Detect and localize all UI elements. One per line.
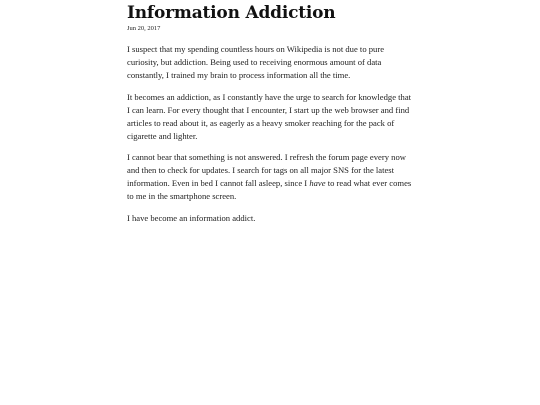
emphasized-word: have	[309, 178, 326, 188]
post-paragraph-3	[127, 151, 413, 203]
paragraph-3-text-before: I cannot bear that something is not answered. I refresh the forum page every now and then to check for updates. I search for tags on all major SNS for the latest information. Even in bed I cannot fall asleep, since I	[127, 152, 406, 188]
post-title: Information Addiction	[127, 3, 336, 23]
blog-post	[127, 2, 413, 233]
post-paragraph-4: I have become an information addict.	[127, 212, 256, 223]
post-date: Jun 20, 2017	[127, 25, 161, 32]
paragraph-3-text-after: to read what ever comes to me in the smartphone screen.	[127, 178, 412, 201]
post-paragraph-1: I suspect that my spending countless hours on Wikipedia is not due to pure curiosity, but addiction. Being used to receiving enormous amount of data constantly, I trained my brain to process information all the time.	[127, 44, 385, 80]
post-paragraph-2: It becomes an addiction, as I constantly have the urge to search for knowledge that I can learn. For every thought that I encounter, I start up the web browser and find articles to read about it, as eagerly as a heavy smoker reaching for the pack of cigarette and lighter.	[127, 91, 412, 141]
